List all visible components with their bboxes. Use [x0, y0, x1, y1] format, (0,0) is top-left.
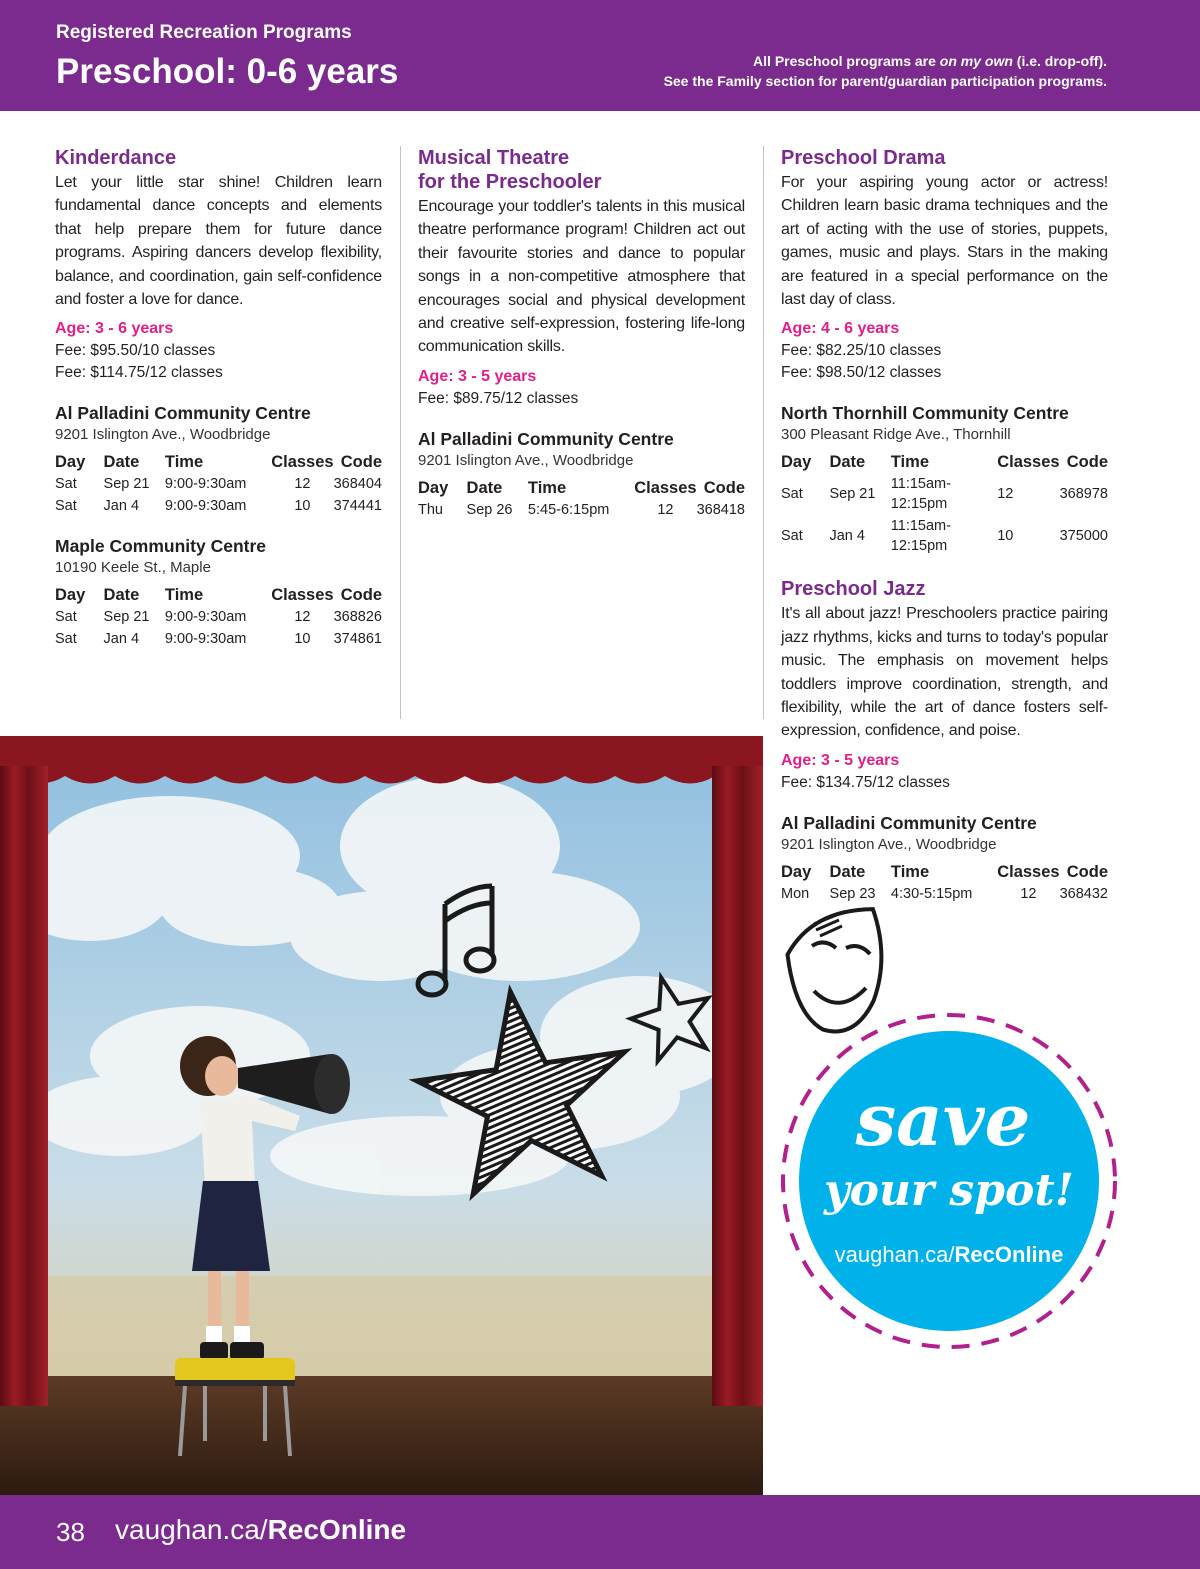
cell-date: Sep 21: [103, 476, 150, 493]
venue-name: Al Palladini Community Centre: [418, 428, 674, 449]
cell-date: Jan 4: [103, 498, 140, 515]
table-row: [55, 628, 382, 650]
col-time: Time: [527, 478, 567, 497]
footer-url-bold: RecOnline: [267, 1514, 407, 1545]
stage-floor: [0, 1376, 763, 1495]
cell-code: 374441: [333, 498, 382, 515]
left-curtain: [0, 766, 48, 1406]
column-drama-jazz: [781, 146, 1108, 905]
page-number: 38: [56, 1517, 85, 1547]
save-your-spot-badge[interactable]: [778, 1010, 1120, 1352]
venue-name: Al Palladini Community Centre: [781, 812, 1037, 833]
program-fee: Fee: $98.50/12 classes: [781, 364, 942, 382]
cell-code: 368978: [1059, 486, 1108, 503]
cell-code: 368418: [696, 501, 745, 518]
cell-day: Thu: [418, 501, 443, 518]
venue-address: 300 Pleasant Ridge Ave., Thornhill: [781, 426, 1011, 444]
cell-time: 9:00-9:30am: [164, 498, 247, 515]
program-title: Preschool Jazz: [781, 578, 926, 601]
schedule-header-row: [781, 451, 1108, 473]
table-row: [418, 499, 745, 521]
program-title-line2: for the Preschooler: [418, 171, 602, 193]
program-fee: Fee: $134.75/12 classes: [781, 773, 950, 791]
cell-day: Sat: [781, 528, 803, 545]
col-classes: Classes: [634, 478, 697, 497]
cell-day: Mon: [781, 885, 810, 902]
venue-name: North Thornhill Community Centre: [781, 403, 1069, 424]
program-description: It's all about jazz! Preschoolers practice pairing jazz rhythms, kicks and turns to today's popular music. The emphasis on movement helps toddlers improve coordination, strength, and flexibility, while the art of dance fosters self-expression, confidence, and poise.: [781, 605, 1108, 740]
program-fee: Fee: $89.75/12 classes: [418, 389, 579, 407]
program-age: Age: 3 - 6 years: [55, 320, 174, 338]
badge-url-prefix: vaughan.ca/: [834, 1242, 955, 1267]
col-time: Time: [890, 862, 930, 881]
venue-address: 9201 Islington Ave., Woodbridge: [781, 835, 997, 853]
col-classes: Classes: [271, 453, 334, 472]
cell-classes: 10: [294, 631, 311, 648]
page-footer: [0, 1495, 1200, 1569]
cell-day: Sat: [781, 486, 803, 503]
program-title: [418, 146, 745, 194]
program-description: Let your little star shine! Children learn fundamental dance concepts and elements that help prepare them for future dance programs. Aspiring dancers develop flexibility, balance, and coordination, gain self-confidence and foster a love for dance.: [55, 174, 382, 309]
cell-time: 4:30-5:15pm: [890, 885, 973, 902]
cell-code: 375000: [1059, 528, 1108, 545]
cell-time: 9:00-9:30am: [164, 631, 247, 648]
badge-line1: save: [855, 1077, 1031, 1162]
venue-name: Al Palladini Community Centre: [55, 403, 311, 424]
col-code: Code: [703, 478, 745, 497]
header-note-line2: See the Family section for parent/guardian participation programs.: [663, 73, 1107, 89]
cell-date: Sep 26: [466, 501, 513, 518]
cell-classes: 12: [997, 486, 1014, 503]
col-date: Date: [103, 586, 140, 605]
col-date: Date: [103, 453, 140, 472]
schedule-table: [781, 451, 1108, 557]
table-row: [55, 473, 382, 495]
col-time: Time: [890, 453, 929, 472]
cell-time: 11:15am-12:15pm: [890, 518, 951, 555]
cell-classes: 12: [294, 476, 311, 493]
table-row: [781, 473, 1108, 515]
col-classes: Classes: [997, 862, 1060, 881]
table-row: [55, 606, 382, 628]
program-fee: Fee: $114.75/12 classes: [55, 364, 223, 382]
schedule-table: [418, 477, 745, 521]
header-note: [664, 51, 1107, 91]
cell-day: Sat: [55, 609, 77, 626]
program-fee: Fee: $82.25/10 classes: [781, 342, 942, 360]
program-description: For your aspiring young actor or actress! Children learn basic drama techniques and the art of acting with the use of stories, puppets, games, music and plays. Stars in the making are featured in a special performance on the last day of class.: [781, 174, 1108, 309]
badge-url: [835, 1242, 1064, 1267]
program-title: Kinderdance: [55, 147, 177, 169]
program-title: Preschool Drama: [781, 147, 946, 169]
cell-time: 9:00-9:30am: [164, 609, 247, 626]
cell-classes: 10: [294, 498, 311, 515]
cell-code: 374861: [333, 631, 382, 648]
col-day: Day: [55, 586, 86, 605]
cell-date: Jan 4: [829, 528, 865, 545]
header-note-prefix: All Preschool programs are: [753, 53, 940, 69]
cell-code: 368826: [333, 609, 382, 626]
col-code: Code: [1066, 453, 1108, 472]
badge-url-bold: RecOnline: [954, 1242, 1064, 1267]
program-description: Encourage your toddler's talents in this musical theatre performance program! Children act out their favourite stories and dance to popular songs in a non-competitive atmosphere that encourages social and physical development and creative self-expression, fostering life-long communication skills.: [418, 198, 745, 356]
table-row: [55, 495, 382, 517]
venue-address: 10190 Keele St., Maple: [55, 559, 211, 577]
column-musical-theatre: [418, 146, 745, 521]
col-date: Date: [829, 862, 866, 881]
schedule-header-row: [781, 861, 1108, 883]
schedule-header-row: [55, 584, 382, 606]
table-row: [781, 883, 1108, 905]
cell-classes: 10: [997, 528, 1014, 545]
schedule-header-row: [418, 477, 745, 499]
cell-code: 368404: [333, 476, 382, 493]
cell-date: Sep 21: [829, 486, 876, 503]
venue-address: 9201 Islington Ave., Woodbridge: [418, 451, 634, 469]
col-code: Code: [1066, 862, 1108, 881]
program-title-line1: Musical Theatre: [418, 147, 570, 169]
program-fee: Fee: $95.50/10 classes: [55, 342, 216, 360]
cell-date: Sep 21: [103, 609, 150, 626]
cell-date: Jan 4: [103, 631, 140, 648]
right-curtain: [712, 766, 763, 1406]
cell-day: Sat: [55, 498, 77, 515]
cell-day: Sat: [55, 476, 77, 493]
col-day: Day: [55, 453, 86, 472]
col-time: Time: [164, 586, 204, 605]
col-day: Day: [781, 453, 812, 472]
venue-name: Maple Community Centre: [55, 536, 266, 557]
cell-classes: 12: [1020, 885, 1037, 902]
header-note-emphasis: on my own: [939, 53, 1013, 69]
cell-time: 9:00-9:30am: [164, 476, 247, 493]
schedule-table: [55, 451, 382, 517]
stage-illustration: [0, 736, 763, 1495]
col-day: Day: [418, 478, 449, 497]
stage-photo: [0, 736, 763, 1495]
badge-line2: your spot!: [824, 1165, 1074, 1216]
col-code: Code: [340, 586, 382, 605]
cell-classes: 12: [657, 501, 674, 518]
cell-date: Sep 23: [829, 885, 876, 902]
header-note-suffix: (i.e. drop-off).: [1012, 53, 1107, 69]
col-classes: Classes: [271, 586, 334, 605]
cell-day: Sat: [55, 631, 77, 648]
cell-classes: 12: [294, 609, 311, 626]
program-age: Age: 3 - 5 years: [418, 367, 537, 385]
col-date: Date: [829, 453, 866, 472]
schedule-table: [55, 584, 382, 650]
column-kinderdance: [55, 146, 382, 650]
cell-time: 5:45-6:15pm: [527, 501, 610, 518]
col-classes: Classes: [997, 453, 1060, 472]
col-date: Date: [466, 478, 503, 497]
col-day: Day: [781, 862, 812, 881]
footer-url-link[interactable]: [115, 1514, 406, 1546]
col-time: Time: [164, 453, 204, 472]
page-header: [0, 0, 1200, 111]
column-divider: [400, 146, 401, 719]
section-kicker: Registered Recreation Programs: [56, 22, 352, 43]
cell-time: 11:15am-12:15pm: [890, 476, 951, 513]
program-age: Age: 4 - 6 years: [781, 320, 900, 338]
program-age: Age: 3 - 5 years: [781, 751, 900, 769]
page-title: Preschool: 0-6 years: [56, 52, 399, 91]
footer-url-prefix: vaughan.ca/: [115, 1514, 268, 1545]
venue-address: 9201 Islington Ave., Woodbridge: [55, 426, 271, 444]
table-row: [781, 515, 1108, 557]
schedule-table: [781, 861, 1108, 905]
schedule-header-row: [55, 451, 382, 473]
cell-code: 368432: [1059, 885, 1108, 902]
column-divider: [763, 146, 764, 719]
col-code: Code: [340, 453, 382, 472]
